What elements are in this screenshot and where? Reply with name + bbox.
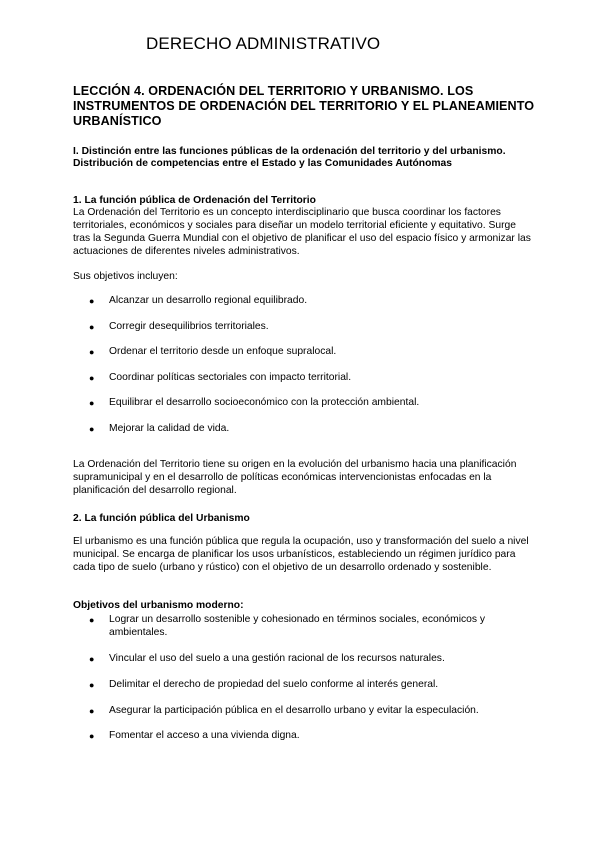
part1-intro-paragraph: La Ordenación del Territorio es un concepto interdisciplinario que busca coordinar los factores territoriales, económicos y sociales para diseñar un modelo territorial eficiente y equitativo. Surge tras la Segunda Guerra Mundial con el objetivo de planificar el uso del espacio físico y armonizar las actuaciones de diferentes niveles administrativos. [73,207,531,257]
section-heading: I. Distinción entre las funciones públicas de la ordenación del territorio y del urbanismo. Distribución de competencias entre el Estado y las Comunidades Autónomas [73,146,506,170]
bullet-icon: ● [89,423,95,434]
list-item-text: Fomentar el acceso a una vivienda digna. [109,730,300,741]
part2-intro-paragraph: El urbanismo es una función pública que regula la ocupación, uso y transformación del suelo a nivel municipal. Se encarga de planificar los usos urbanísticos, estableciendo un régimen jurídico para cada tipo de suelo (urbano y rústico) con el objetivo de un desarrollo ordenado y sostenible. [73,536,529,573]
list-item-text: Mejorar la calidad de vida. [109,422,230,434]
list-item-text: Ordenar el territorio desde un enfoque supralocal. [109,346,337,357]
bullet-icon: ● [89,347,95,357]
bullet-icon: ● [89,705,95,716]
part2-objectives-heading: Objetivos del urbanismo moderno: [73,600,244,611]
bullet-icon: ● [89,680,95,690]
list-item-text: Alcanzar un desarrollo regional equilibrado. [109,295,308,306]
bullet-icon: ● [89,615,95,625]
part1-objectives-lead: Sus objetivos incluyen: [73,271,178,282]
lesson-title: LECCIÓN 4. ORDENACIÓN DEL TERRITORIO Y URBANISMO. LOS INSTRUMENTOS DE ORDENACIÓN DEL TERRITORIO Y EL PLANEAMIENTO URBANÍSTICO [73,84,535,128]
list-item-text: Equilibrar el desarrollo socioeconómico con la protección ambiental. [109,397,420,408]
bullet-icon: ● [89,731,95,741]
bullet-icon: ● [89,321,95,332]
list-item-text: Vincular el uso del suelo a una gestión racional de los recursos naturales. [109,653,445,664]
part1-origin-paragraph: La Ordenación del Territorio tiene su origen en la evolución del urbanismo hacia una planificación supramunicipal y en el desarrollo de políticas económicas intervencionistas enfocadas en la planificación del desarrollo regional. [73,459,517,496]
bullet-icon: ● [89,398,95,408]
list-item-text: Lograr un desarrollo sostenible y cohesionado en términos sociales, económicos y ambientales. [109,614,486,638]
list-item-text: Corregir desequilibrios territoriales. [109,320,269,332]
document-header-title: DERECHO ADMINISTRATIVO [146,34,381,53]
bullet-icon: ● [89,372,95,383]
list-item-text: Delimitar el derecho de propiedad del suelo conforme al interés general. [109,679,439,690]
bullet-icon: ● [89,654,95,664]
list-item-text: Coordinar políticas sectoriales con impacto territorial. [109,371,352,383]
part1-heading: 1. La función pública de Ordenación del Territorio [73,195,316,206]
bullet-icon: ● [89,296,95,306]
part2-heading: 2. La función pública del Urbanismo [73,513,250,524]
list-item-text: Asegurar la participación pública en el desarrollo urbano y evitar la especulación. [109,704,479,716]
